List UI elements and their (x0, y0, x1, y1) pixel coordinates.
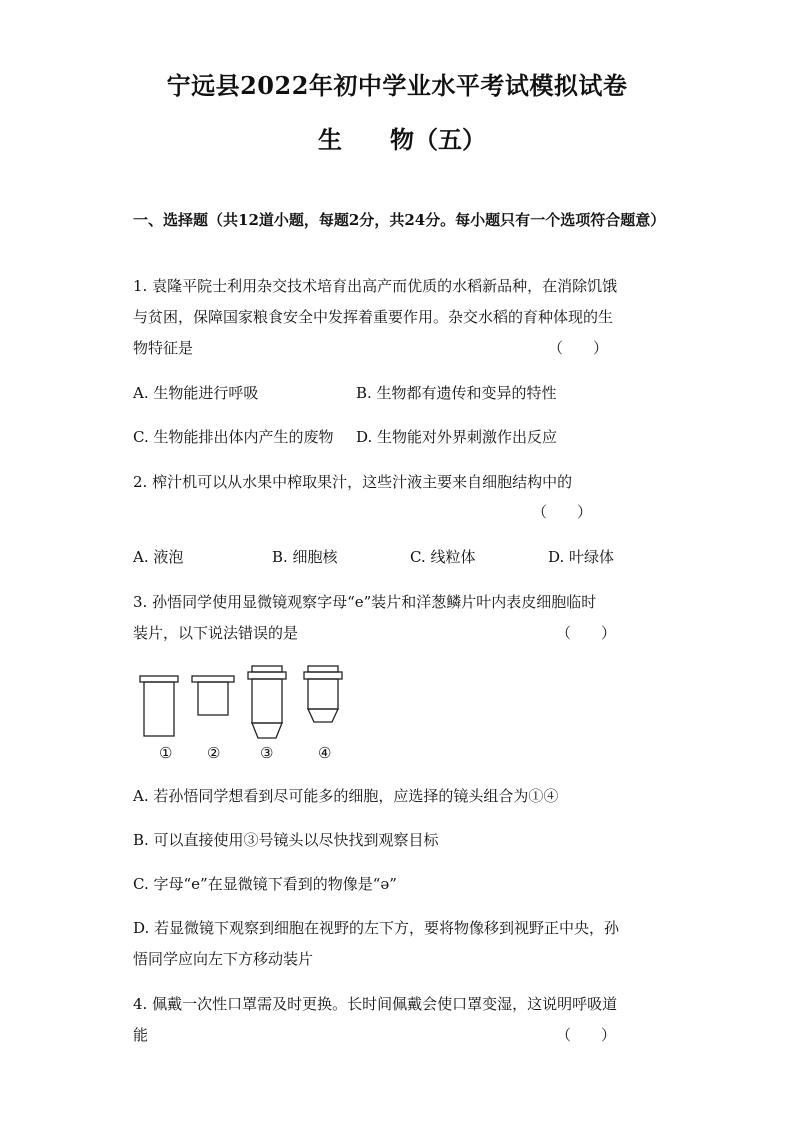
question-2-line-1: 2. 榨汁机可以从水果中榨取果汁，这些汁液主要来自细胞结构中的 (133, 473, 573, 491)
question-1-line-2: 与贫困，保障国家粮食安全中发挥着重要作用。杂交水稻的育种体现的生 (133, 308, 614, 326)
question-1-option-c: C. 生物能排出体内产生的废物 (133, 428, 334, 446)
question-1-option-d: D. 生物能对外界刺激作出反应 (356, 428, 558, 446)
question-3-line-1: 3. 孙悟同学使用显微镜观察字母“e”装片和洋葱鳞片叶内表皮细胞临时 (133, 593, 597, 611)
question-3-option-b: B. 可以直接使用③号镜头以尽快找到观察目标 (133, 831, 439, 849)
section-heading: 一、选择题（共12道小题，每题2分，共24分。每小题只有一个选项符合题意） (133, 211, 666, 229)
question-3-option-d-line-2: 悟同学应向左下方移动装片 (133, 950, 314, 968)
eyepiece-long-icon (140, 676, 178, 736)
lens-label-2: ② (207, 744, 221, 762)
question-1-line-1: 1. 袁隆平院士利用杂交技术培育出高产而优质的水稻新品种，在消除饥饿 (133, 277, 618, 295)
lens-label-4: ④ (318, 744, 332, 762)
question-3-answer-blank: （ ） (556, 624, 617, 642)
objective-long-icon (248, 666, 286, 738)
objective-short-icon (304, 666, 342, 722)
question-3-option-c: C. 字母“e”在显微镜下看到的物像是“ə” (133, 875, 397, 893)
question-2-option-a: A. 液泡 (133, 548, 184, 566)
lens-label-3: ③ (260, 744, 274, 762)
question-3-line-2: 装片，以下说法错误的是 (133, 624, 299, 642)
question-2-option-b: B. 细胞核 (272, 548, 338, 566)
question-4-answer-blank: （ ） (556, 1026, 617, 1044)
lens-label-1: ① (159, 744, 173, 762)
question-1-answer-blank: （ ） (548, 339, 609, 357)
question-1-line-3: 物特征是 (133, 339, 194, 357)
subject-title: 生 物（五） (318, 125, 486, 154)
question-3-option-d-line-1: D. 若显微镜下观察到细胞在视野的左下方，要将物像移到视野正中央，孙 (133, 919, 620, 937)
question-1-option-b: B. 生物都有遗传和变异的特性 (356, 384, 557, 402)
question-2-answer-blank: （ ） (532, 503, 593, 521)
question-3-option-a: A. 若孙悟同学想看到尽可能多的细胞，应选择的镜头组合为①④ (133, 787, 559, 805)
question-2-option-d: D. 叶绿体 (548, 548, 615, 566)
question-4-line-2: 能 (133, 1026, 149, 1044)
question-4-line-1: 4. 佩戴一次性口罩需及时更换。长时间佩戴会使口罩变湿，这说明呼吸道 (133, 995, 618, 1013)
eyepiece-short-icon (192, 676, 234, 715)
question-1-option-a: A. 生物能进行呼吸 (133, 384, 259, 402)
exam-title: 宁远县2022年初中学业水平考试模拟试卷 (166, 71, 628, 100)
question-2-option-c: C. 线粒体 (410, 548, 476, 566)
